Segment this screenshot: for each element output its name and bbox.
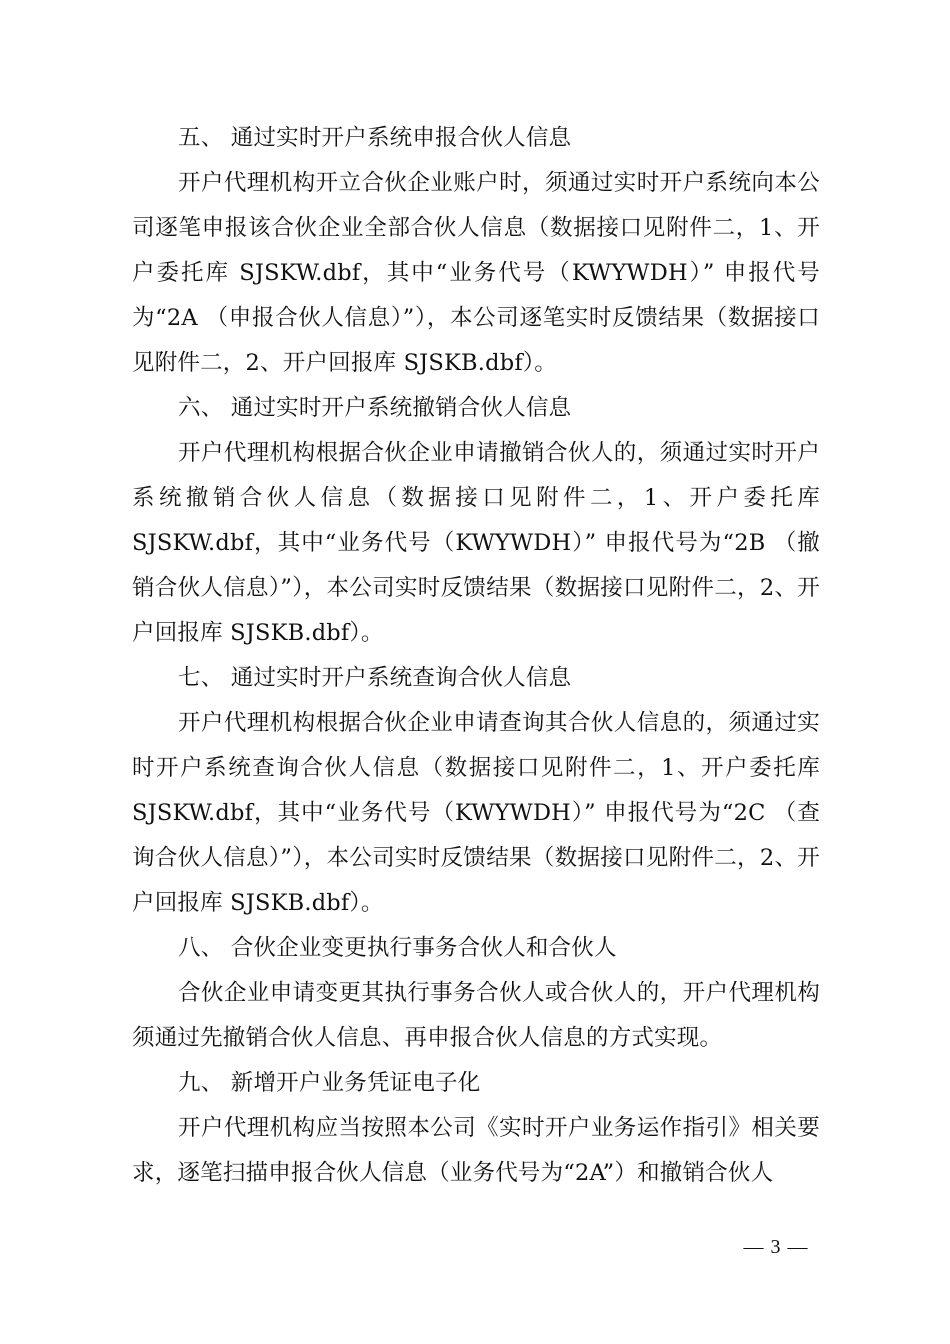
document-body bbox=[132, 116, 820, 1196]
page-number: — 3 — bbox=[743, 1236, 809, 1258]
section-body-8: 合伙企业申请变更其执行事务合伙人或合伙人的，开户代理机构须通过先撤销合伙人信息、再申报合伙人信息的方式实现。 bbox=[132, 980, 820, 1051]
section-body-5: 开户代理机构开立合伙企业账户时，须通过实时开户系统向本公司逐笔申报该合伙企业全部合伙人信息（数据接口见附件二，1、开户委托库 SJSKW.dbf，其中“业务代号（KWYWDH）” 申报代号为“2A （申报合伙人信息）”），本公司逐笔实时反馈结果（数据接口见附件二，2、开户回报库 SJSKB.dbf）。 bbox=[132, 170, 820, 376]
section-body-7: 开户代理机构根据合伙企业申请查询其合伙人信息的，须通过实时开户系统查询合伙人信息（数据接口见附件二，1、开户委托库 SJSKW.dbf，其中“业务代号（KWYWDH）” 申报代号为“2C （查询合伙人信息）”），本公司实时反馈结果（数据接口见附件二，2、开户回报库 SJSKB.dbf）。 bbox=[132, 710, 820, 916]
section-heading-8: 八、 合伙企业变更执行事务合伙人和合伙人 bbox=[178, 935, 617, 961]
section-heading-6: 六、 通过实时开户系统撤销合伙人信息 bbox=[178, 395, 572, 421]
section-heading-9: 九、 新增开户业务凭证电子化 bbox=[178, 1070, 481, 1096]
section-heading-7: 七、 通过实时开户系统查询合伙人信息 bbox=[178, 665, 572, 691]
section-body-6: 开户代理机构根据合伙企业申请撤销合伙人的，须通过实时开户系统撤销合伙人信息（数据接口见附件二，1、开户委托库 SJSKW.dbf，其中“业务代号（KWYWDH）” 申报代号为“2B （撤销合伙人信息）”），本公司实时反馈结果（数据接口见附件二，2、开户回报库 SJSKB.dbf）。 bbox=[132, 440, 820, 646]
section-heading-5: 五、 通过实时开户系统申报合伙人信息 bbox=[178, 125, 572, 151]
section-body-9: 开户代理机构应当按照本公司《实时开户业务运作指引》相关要求，逐笔扫描申报合伙人信息（业务代号为“2A”）和撤销合伙人 bbox=[132, 1115, 820, 1186]
